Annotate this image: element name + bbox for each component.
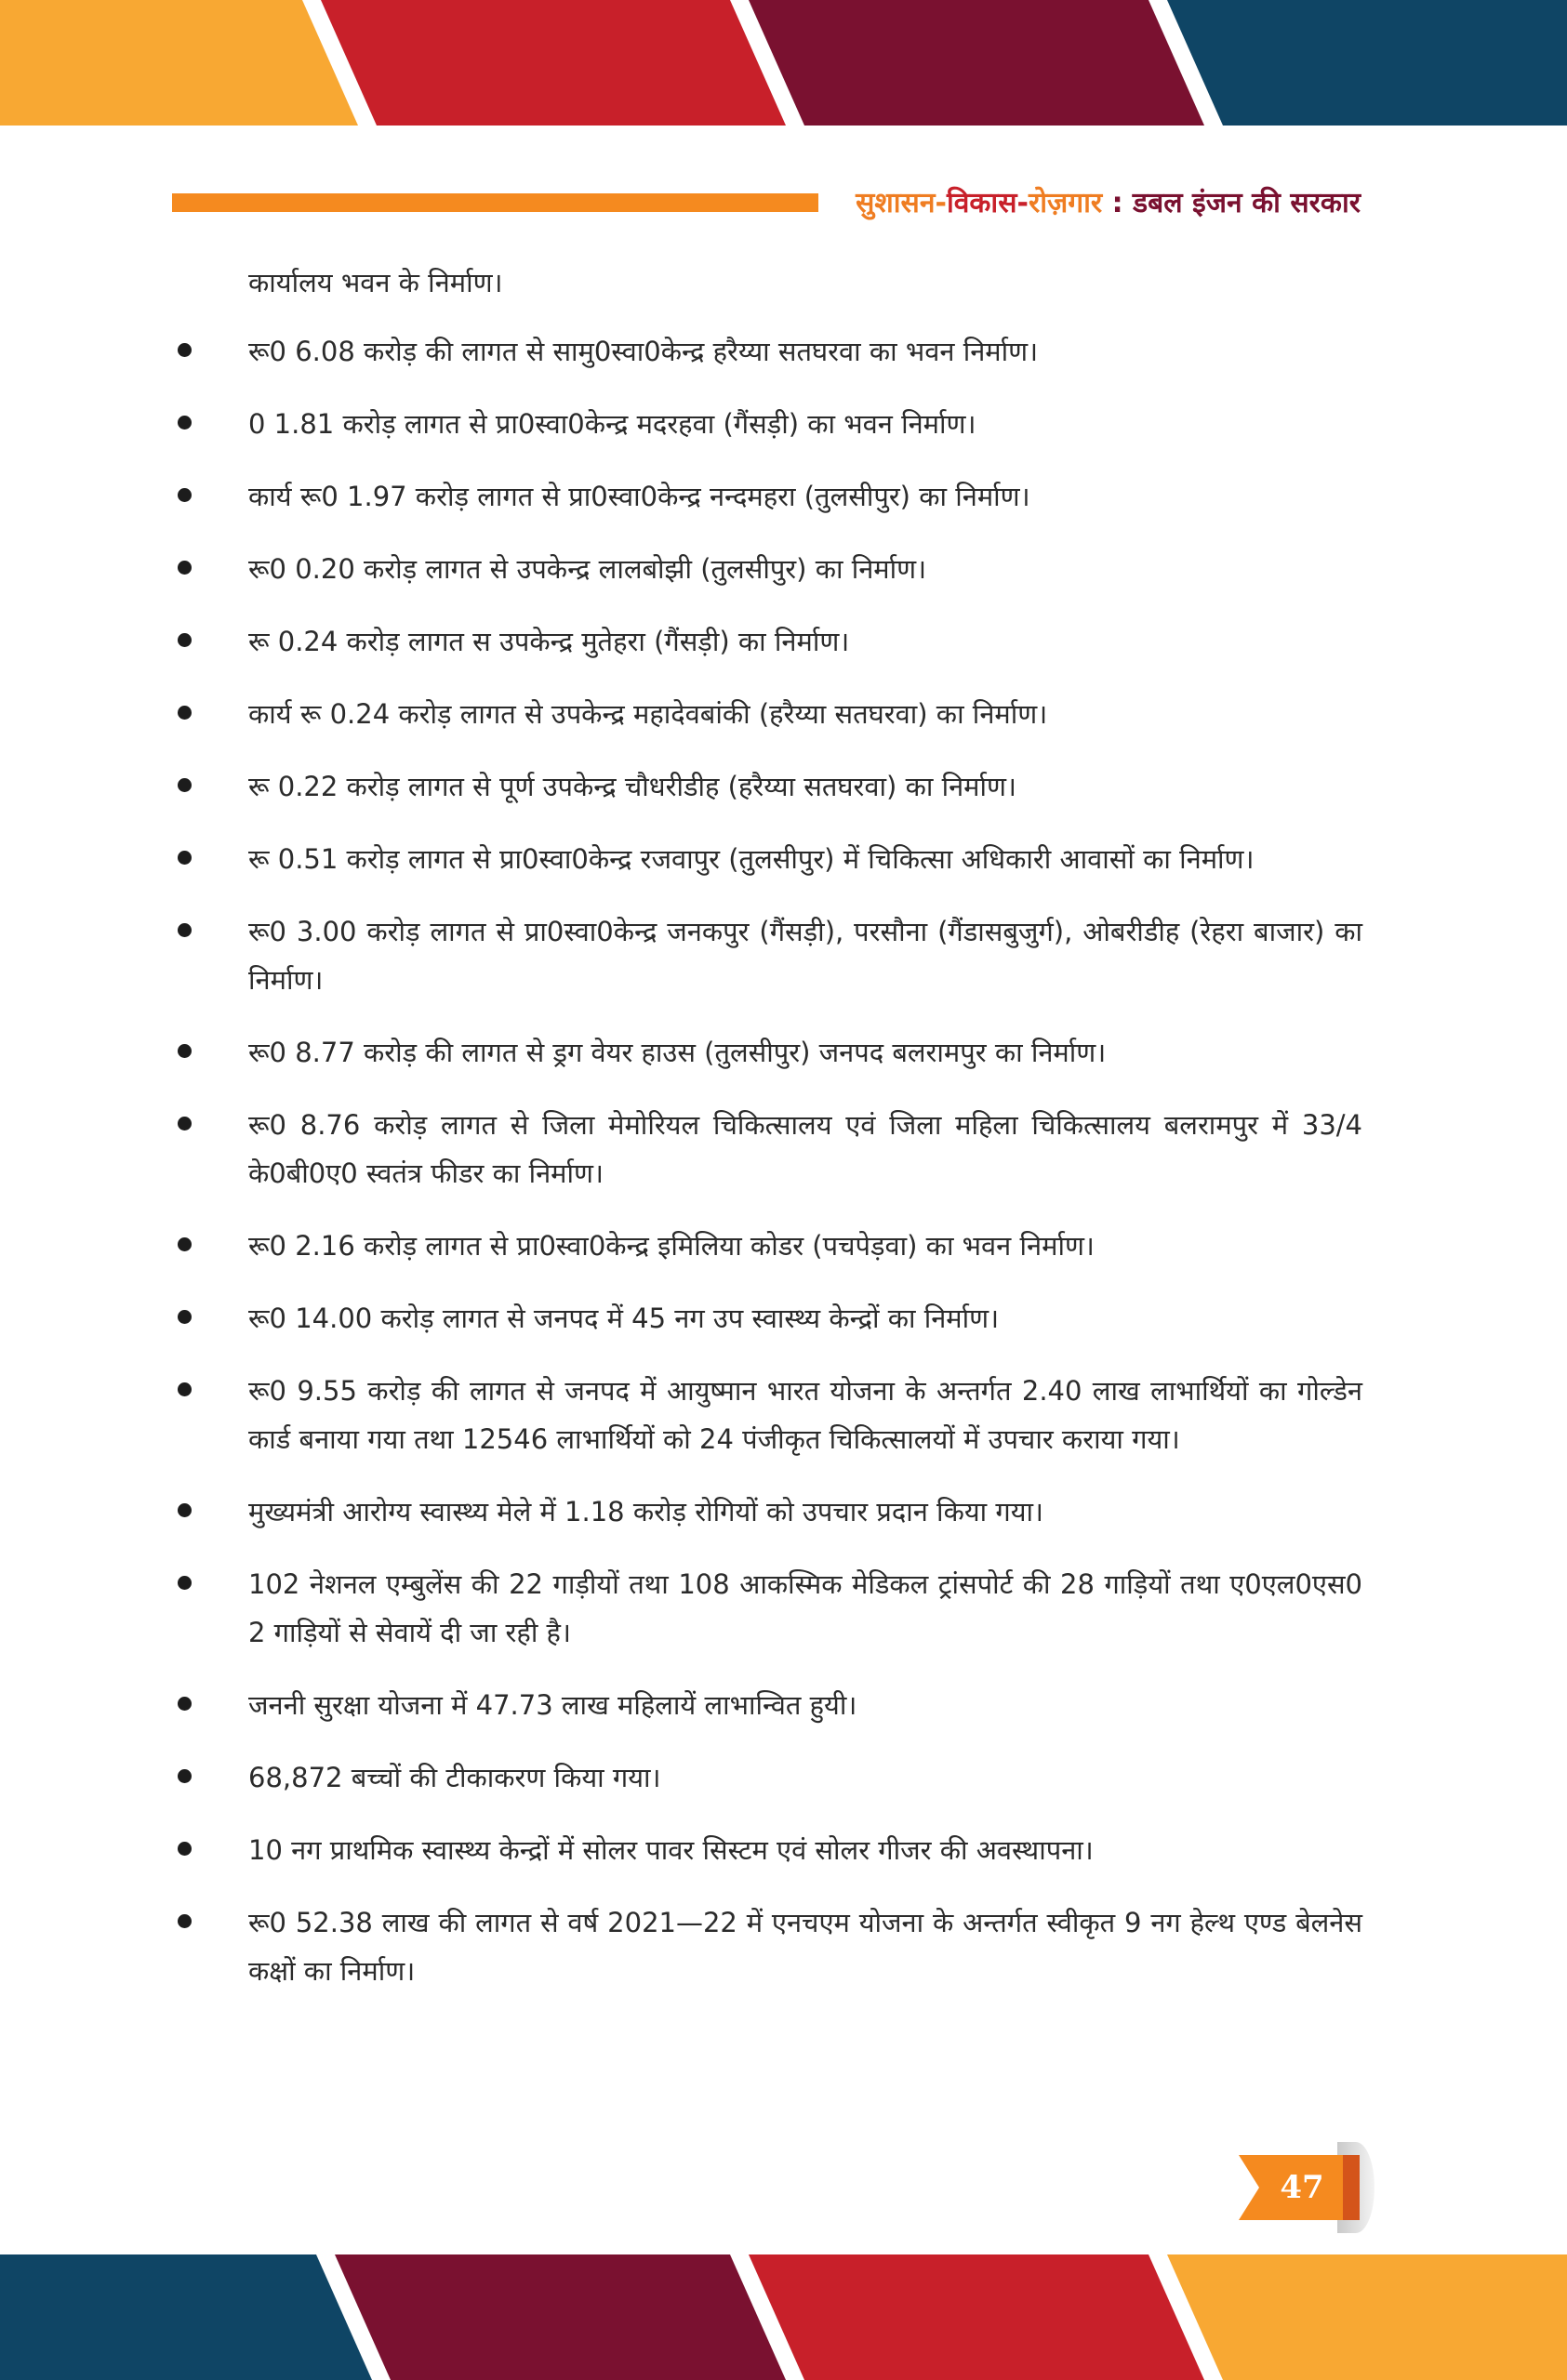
bullet-icon (178, 1769, 192, 1783)
list-item-text: रू 0.51 करोड़ लागत से प्रा0स्वा0केन्द्र रजवापुर (तुलसीपुर) में चिकित्सा अधिकारी आवासों का निर्माण। (248, 843, 1255, 875)
list-item (172, 762, 1362, 811)
top-color-band (0, 0, 1567, 126)
page-content (172, 258, 1362, 2019)
list-item (172, 1222, 1362, 1270)
list-item-text: रू0 3.00 करोड़ लागत से प्रा0स्वा0केन्द्र जनकपुर (गैंसड़ी), परसौना (गैंडासबुजुर्ग), ओबरीडीह (रेहरा बाजार) का निर्माण। (248, 916, 1362, 996)
bullet-icon (178, 1382, 192, 1396)
bullet-icon (178, 1237, 192, 1251)
header-accent-bar (172, 193, 818, 212)
list-item-text: जननी सुरक्षा योजना में 47.73 लाख महिलायें लाभान्वित हुयी। (248, 1689, 857, 1721)
list-item-text: रू0 2.16 करोड़ लागत से प्रा0स्वा0केन्द्र इमिलिया कोडर (पचपेड़वा) का भवन निर्माण। (248, 1230, 1095, 1262)
list-item (172, 690, 1362, 738)
list-item (172, 907, 1362, 1004)
page-header-title (856, 182, 1361, 220)
bullet-icon (178, 1576, 192, 1590)
bullet-icon (178, 633, 192, 647)
list-item (172, 1753, 1362, 1802)
header-title-part-2: विकास- (946, 187, 1029, 219)
list-item (172, 1488, 1362, 1536)
bullet-icon (178, 1697, 192, 1711)
list-item-text: कार्य रू 0.24 करोड़ लागत से उपकेन्द्र महादेवबांकी (हरैय्या सतघरवा) का निर्माण। (248, 698, 1048, 730)
bullet-icon (178, 1503, 192, 1517)
bullet-icon (178, 851, 192, 865)
list-item-text: रू0 6.08 करोड़ की लागत से सामु0स्वा0केन्द्र हरैय्या सतघरवा का भवन निर्माण। (248, 336, 1039, 367)
list-item (172, 1367, 1362, 1463)
list-item (172, 1681, 1362, 1729)
bullet-icon (178, 561, 192, 575)
bullet-icon (178, 923, 192, 937)
list-item (172, 1560, 1362, 1657)
list-item (172, 1028, 1362, 1077)
list-item-text: रू0 8.77 करोड़ की लागत से ड्रग वेयर हाउस (तुलसीपुर) जनपद बलरामपुर का निर्माण। (248, 1037, 1107, 1068)
list-item (172, 472, 1362, 521)
list-item-text: 68,872 बच्चों की टीकाकरण किया गया। (248, 1762, 661, 1793)
page-number: 47 (1280, 2169, 1324, 2206)
list-item-text: रू0 9.55 करोड़ की लागत से जनपद में आयुष्मान भारत योजना के अन्तर्गत 2.40 लाख लाभार्थियों का गोल्डेन कार्ड बनाया गया तथा 12546 लाभार्थियों को 24 पंजीकृत चिकित्सालयों में उपचार कराया गया। (248, 1375, 1362, 1455)
list-item-text: रू 0.24 करोड़ लागत स उपकेन्द्र मुतेहरा (गैंसड़ी) का निर्माण। (248, 626, 850, 657)
bullet-icon (178, 488, 192, 502)
bottom-color-band (0, 2254, 1567, 2380)
bullet-icon (178, 1310, 192, 1324)
list-item-text: 0 1.81 करोड़ लागत से प्रा0स्वा0केन्द्र मदरहवा (गैंसड़ी) का भवन निर्माण। (248, 408, 976, 440)
bullet-icon (178, 1044, 192, 1058)
list-item (172, 1826, 1362, 1874)
header-title-part-1: सुशासन- (856, 187, 947, 219)
page-number-tab (1239, 2155, 1369, 2220)
list-item-text: कार्य रू0 1.97 करोड़ लागत से प्रा0स्वा0केन्द्र नन्दमहरा (तुलसीपुर) का निर्माण। (248, 481, 1030, 512)
list-item-text: रू0 52.38 लाख की लागत से वर्ष 2021—22 में एनचएम योजना के अन्तर्गत स्वीकृत 9 नग हेल्थ एण्ड बेलनेस कक्षों का निर्माण। (248, 1907, 1362, 1987)
list-item (172, 400, 1362, 448)
list-item (172, 1898, 1362, 1995)
list-item-text: रू0 0.20 करोड़ लागत से उपकेन्द्र लालबोझी (तुलसीपुर) का निर्माण। (248, 553, 927, 585)
list-item (172, 1294, 1362, 1342)
bullet-icon (178, 1842, 192, 1856)
top-band-graphic (0, 0, 1567, 126)
list-item-text: रू0 8.76 करोड़ लागत से जिला मेमोरियल चिकित्सालय एवं जिला महिला चिकित्सालय बलरामपुर में 33/4 के0बी0ए0 स्वतंत्र फीडर का निर्माण। (248, 1109, 1362, 1189)
continuation-text: कार्यालय भवन के निर्माण। (248, 267, 503, 298)
bullet-icon (178, 1914, 192, 1928)
bullet-icon (178, 1117, 192, 1130)
bottom-band-graphic (0, 2254, 1567, 2380)
list-item-text: 102 नेशनल एम्बुलेंस की 22 गाड़ीयों तथा 108 आकस्मिक मेडिकल ट्रांसपोर्ट की 28 गाड़ियों तथा ए0एल0एस0 2 गाड़ियों से सेवायें दी जा रही है। (248, 1568, 1362, 1648)
list-item (172, 617, 1362, 666)
achievement-list (172, 327, 1362, 1995)
list-item (172, 1101, 1362, 1197)
header-title-part-3: रोज़गार (1028, 187, 1103, 219)
bullet-icon (178, 343, 192, 357)
bullet-icon (178, 416, 192, 430)
list-item-text: मुख्यमंत्री आरोग्य स्वास्थ्य मेले में 1.18 करोड़ रोगियों को उपचार प्रदान किया गया। (248, 1496, 1044, 1527)
list-item (172, 835, 1362, 883)
list-item-text: 10 नग प्राथमिक स्वास्थ्य केन्द्रों में सोलर पावर सिस्टम एवं सोलर गीजर की अवस्थापना। (248, 1834, 1094, 1866)
list-item-text: रू 0.22 करोड़ लागत से पूर्ण उपकेन्द्र चौधरीडीह (हरैय्या सतघरवा) का निर्माण। (248, 771, 1016, 802)
bullet-icon (178, 778, 192, 792)
list-item (172, 327, 1362, 376)
header-title-part-4: : डबल इंजन की सरकार (1102, 187, 1361, 219)
bullet-icon (178, 706, 192, 720)
list-item-text: रू0 14.00 करोड़ लागत से जनपद में 45 नग उप स्वास्थ्य केन्द्रों का निर्माण। (248, 1302, 1000, 1334)
list-item (172, 545, 1362, 593)
